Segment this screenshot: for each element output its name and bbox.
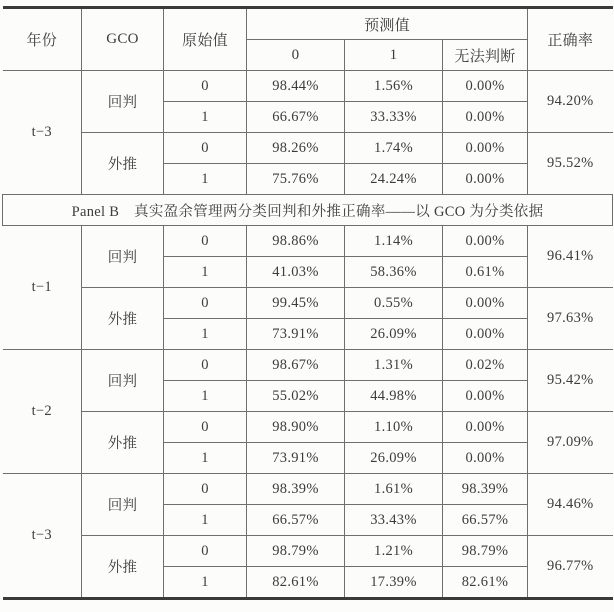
gco-cell: 回判: [82, 350, 164, 412]
year-cell: t−2: [3, 350, 82, 474]
gco-cell: 外推: [82, 412, 164, 474]
pred-na-cell: 0.00%: [443, 71, 528, 102]
pred-0-cell: 98.79%: [247, 536, 345, 567]
pred-na-cell: 0.00%: [443, 381, 528, 412]
pred-0-cell: 98.44%: [247, 71, 345, 102]
pred-na-cell: 0.02%: [443, 350, 528, 381]
original-value-cell: 1: [164, 505, 247, 536]
gco-cell: 回判: [82, 226, 164, 288]
original-value-cell: 1: [164, 567, 247, 599]
header-pred-0: 0: [247, 40, 345, 71]
pred-0-cell: 55.02%: [247, 381, 345, 412]
pred-na-cell: 0.00%: [443, 226, 528, 257]
pred-1-cell: 1.74%: [345, 133, 443, 164]
header-accuracy: 正确率: [528, 8, 613, 71]
original-value-cell: 0: [164, 71, 247, 102]
header-pred-1: 1: [345, 40, 443, 71]
original-value-cell: 1: [164, 319, 247, 350]
gco-cell: 外推: [82, 133, 164, 195]
original-value-cell: 0: [164, 474, 247, 505]
original-value-cell: 0: [164, 288, 247, 319]
table-row: [3, 133, 613, 164]
table-row: [3, 474, 613, 505]
year-cell: t−3: [3, 71, 82, 195]
header-year: 年份: [3, 8, 82, 71]
pred-0-cell: 98.26%: [247, 133, 345, 164]
header-pred-na: 无法判断: [443, 40, 528, 71]
accuracy-cell: 97.09%: [528, 412, 613, 474]
pred-0-cell: 75.76%: [247, 164, 345, 195]
pred-0-cell: 98.90%: [247, 412, 345, 443]
pred-na-cell: 0.00%: [443, 319, 528, 350]
pred-1-cell: 26.09%: [345, 443, 443, 474]
panel-b-row: [3, 195, 613, 226]
table-row: [3, 412, 613, 443]
panel-b-label: Panel B 真实盈余管理两分类回判和外推正确率——以 GCO 为分类依据: [3, 195, 613, 226]
pred-na-cell: 0.61%: [443, 257, 528, 288]
pred-na-cell: 0.00%: [443, 164, 528, 195]
pred-na-cell: 0.00%: [443, 133, 528, 164]
year-cell: t−1: [3, 226, 82, 350]
table-row: [3, 226, 613, 257]
accuracy-cell: 94.46%: [528, 474, 613, 536]
accuracy-cell: 97.63%: [528, 288, 613, 350]
pred-1-cell: 33.33%: [345, 102, 443, 133]
table-row: [3, 288, 613, 319]
pred-1-cell: 44.98%: [345, 381, 443, 412]
pred-0-cell: 66.67%: [247, 102, 345, 133]
pred-0-cell: 82.61%: [247, 567, 345, 599]
pred-1-cell: 1.61%: [345, 474, 443, 505]
pred-na-cell: 0.00%: [443, 443, 528, 474]
header-gco: GCO: [82, 8, 164, 71]
accuracy-cell: 95.52%: [528, 133, 613, 195]
original-value-cell: 1: [164, 164, 247, 195]
header-original-value: 原始值: [164, 8, 247, 71]
pred-0-cell: 99.45%: [247, 288, 345, 319]
year-cell: t−3: [3, 474, 82, 599]
pred-na-cell: 98.79%: [443, 536, 528, 567]
pred-1-cell: 17.39%: [345, 567, 443, 599]
table-row: [3, 350, 613, 381]
pred-0-cell: 66.57%: [247, 505, 345, 536]
pred-0-cell: 41.03%: [247, 257, 345, 288]
pred-na-cell: 82.61%: [443, 567, 528, 599]
pred-1-cell: 1.10%: [345, 412, 443, 443]
pred-1-cell: 1.56%: [345, 71, 443, 102]
gco-cell: 外推: [82, 288, 164, 350]
original-value-cell: 1: [164, 381, 247, 412]
original-value-cell: 0: [164, 350, 247, 381]
accuracy-cell: 96.41%: [528, 226, 613, 288]
original-value-cell: 0: [164, 536, 247, 567]
pred-0-cell: 98.67%: [247, 350, 345, 381]
accuracy-table: [2, 6, 613, 600]
pred-0-cell: 73.91%: [247, 443, 345, 474]
pred-1-cell: 1.14%: [345, 226, 443, 257]
pred-na-cell: 0.00%: [443, 412, 528, 443]
pred-1-cell: 1.31%: [345, 350, 443, 381]
header-row-1: [3, 8, 613, 40]
original-value-cell: 0: [164, 412, 247, 443]
table-row: [3, 71, 613, 102]
pred-1-cell: 24.24%: [345, 164, 443, 195]
accuracy-cell: 96.77%: [528, 536, 613, 599]
table-row: [3, 536, 613, 567]
gco-cell: 回判: [82, 71, 164, 133]
original-value-cell: 1: [164, 443, 247, 474]
pred-1-cell: 26.09%: [345, 319, 443, 350]
original-value-cell: 1: [164, 102, 247, 133]
pred-na-cell: 0.00%: [443, 288, 528, 319]
pred-0-cell: 98.86%: [247, 226, 345, 257]
pred-1-cell: 58.36%: [345, 257, 443, 288]
accuracy-cell: 94.20%: [528, 71, 613, 133]
pred-1-cell: 0.55%: [345, 288, 443, 319]
original-value-cell: 1: [164, 257, 247, 288]
gco-cell: 外推: [82, 536, 164, 599]
original-value-cell: 0: [164, 226, 247, 257]
header-predicted-value: 预测值: [247, 8, 528, 40]
accuracy-cell: 95.42%: [528, 350, 613, 412]
pred-0-cell: 73.91%: [247, 319, 345, 350]
pred-na-cell: 0.00%: [443, 102, 528, 133]
pred-na-cell: 98.39%: [443, 474, 528, 505]
pred-0-cell: 98.39%: [247, 474, 345, 505]
pred-1-cell: 33.43%: [345, 505, 443, 536]
pred-1-cell: 1.21%: [345, 536, 443, 567]
pred-na-cell: 66.57%: [443, 505, 528, 536]
gco-cell: 回判: [82, 474, 164, 536]
original-value-cell: 0: [164, 133, 247, 164]
